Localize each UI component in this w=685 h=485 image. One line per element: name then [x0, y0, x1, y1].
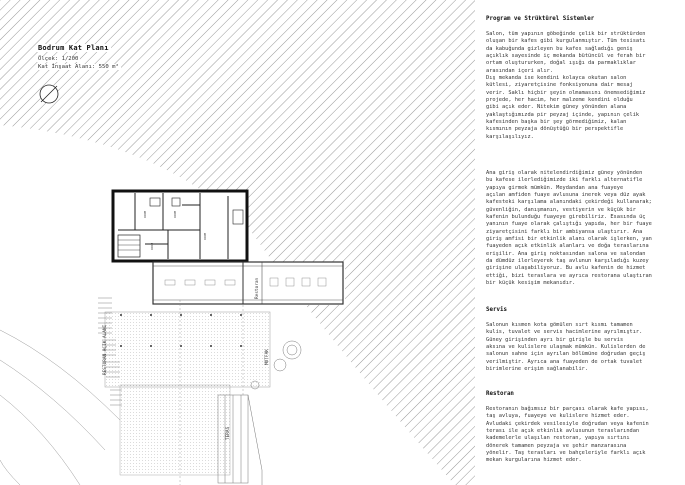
section-title-servis: Servis: [486, 307, 507, 313]
label-terrace: TERAS: [226, 426, 231, 440]
section-paragraph: Restoranın bağımsız bir parçası olarak kafe yapısı, taş avluya, fuayeye ve kulislere hizmet eder. Avludaki çekirdek vesilesiyle doğrudan veya kafenin terası ile açık etkinlik avlusunun teraslarından kademelerle ulaşılan restoran, yapıya sırtını dönerek tamamen peyzaja ve şehir manzarasına yönelir. Taş terasları ve bahçeleriyle farklı açık mekan kurgularına hizmet eder.: [486, 406, 649, 464]
plan-area: Kat İnşaat Alanı: 550 m²: [38, 64, 119, 70]
section-paragraph: Salon, tüm yapının göbeğinde çelik bir strüktürden oluşan bir kafes gibi kurgulanmıştır. Tüm tesisatı da kabuğunda gizleyen bu kafes sağladığı geniş açıklık sayesinde iç mekanda bütüncül ve ferah bir ortam oluştururken, doğal ışığı da parmaklıklar arasından içeri alır. Dış mekanda ise kendini kolayca okutan salon kütlesi, ziyaretçisine fonksiyonuna dair mesaj verir. Saklı hiçbir şeyin olmamasını önemsediğimiz projede, her hacim, her malzeme kendini olduğu gibi açık eder. Nitekim güney yönünden alana yaklaştığımızda pir peyzaj içinde, yapının çelik kafesinden başka bir şey görmediğimiz, kalan kısmının peyzaja dönüştüğü bir perspektifle karşılaşılıyız.: [486, 31, 646, 140]
plan-title: Bodrum Kat Planı: [38, 44, 109, 52]
label-entrance: MUTFAK: [265, 349, 270, 365]
section-title-restoran: Restoran: [486, 391, 514, 397]
site-contours: [0, 330, 120, 485]
label-restaurant-open: RESTORAN AÇIK ALANI: [103, 324, 108, 375]
svg-text:ROOM: ROOM: [203, 232, 207, 240]
plan-scale: Ölçek: 1/200: [38, 56, 79, 62]
section-paragraph: Ana giriş olarak nitelendirdiğimiz güney yönünden bu kafese ilerlediğimizde iki farklı alternatifle yapıya girmek mümkün. Meydandan ana fuayeye açılan amfiden fuaye avlusuna inerek veya düz ayak kafesteki karşılama alanındaki çekirdeği kullanarak; güvenliğin, danışmanın, vestiyerin ve küçük bir kafenin bulunduğu fuayeye girebiliriz. Esasında üç yanının fuaye olarak çalıştığı yapıda, her bir fuaye ziyaretçisini farklı bir ambiyansa ulaştırır. Ana giriş amfisi bir etkinlik alanı olarak işlerken, yan fuayeden açık etkinlik alanları ve doğa teraslarına erişilir. Ana giriş noktasından salona ve salondan da dümdüz ilerleyerek taş avlunun karşıladığı kuzey girişine ulaşabiliyoruz. Bu avlu kafenin de hizmet ettiği, bizi teraslara ve ayrıca restorana ulaştıran bir küçük kesişim mekanıdır.: [486, 170, 652, 287]
section-paragraph: Salonun kısmen kota gömülen sırt kısmı tamamen kulis, tuvalet ve servis hacimlerine ayrılmıştır. Güney girişinden ayrı bir girişle bu servis aksına ve kulislere ulaşmak mümkün. Kulislerden de salonun sahne için ayrılan bölümüne doğrudan geçiş verilmiştir. Ayrıca ana fuayeden de ortak tuvalet birimlerine erişim sağlanabilir.: [486, 322, 646, 373]
label-restaurant: Restoran: [255, 277, 260, 299]
svg-text:ROOM: ROOM: [173, 210, 177, 218]
section-title-program: Program ve Strüktürel Sistemler: [486, 16, 595, 22]
description-column: [486, 0, 679, 485]
north-arrow-icon: [40, 85, 58, 103]
svg-text:ROOM: ROOM: [150, 242, 154, 250]
svg-text:ROOM: ROOM: [143, 210, 147, 218]
